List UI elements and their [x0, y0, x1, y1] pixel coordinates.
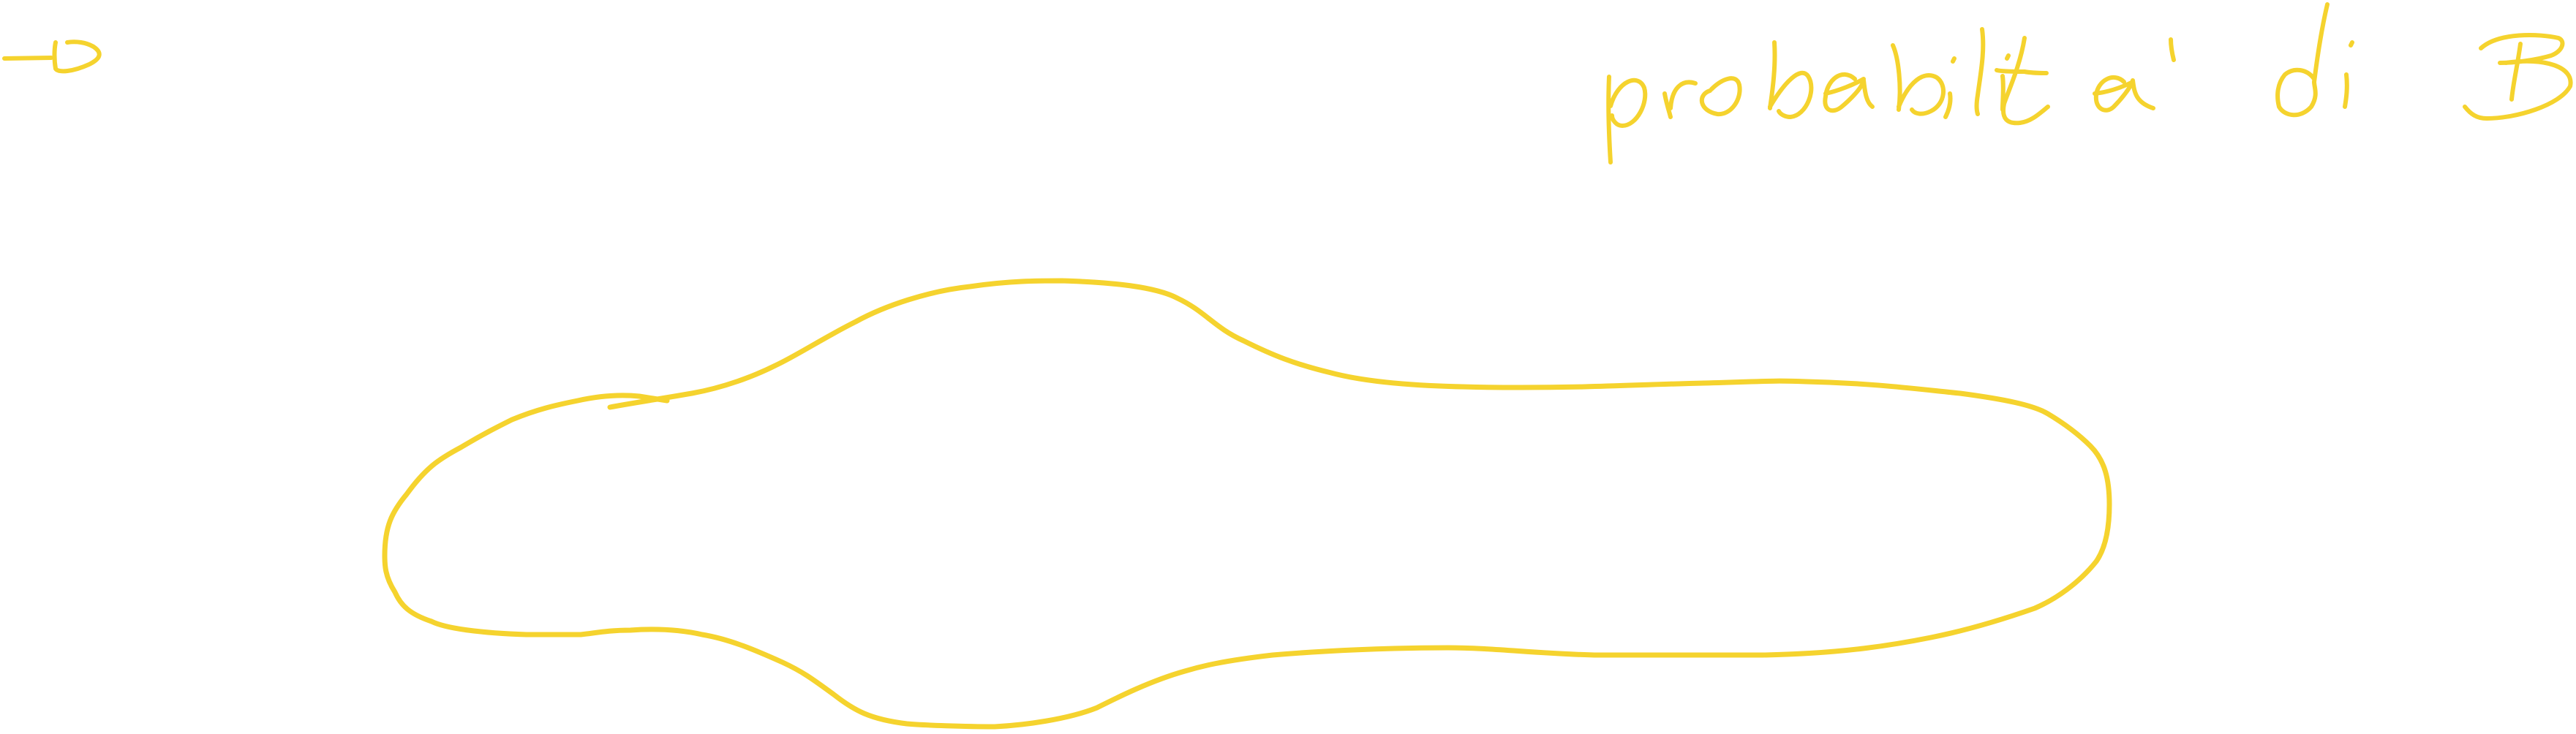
stroke-l — [1977, 29, 1984, 114]
stroke-i1 — [1946, 58, 1954, 117]
stroke-b1 — [1770, 42, 1811, 117]
handwritten-label — [1608, 4, 2570, 162]
stroke-b2 — [1893, 45, 1943, 114]
stroke-d — [2278, 4, 2327, 115]
arrow-head — [55, 42, 99, 71]
stroke-a1 — [1825, 75, 1872, 110]
accent-mark — [2171, 39, 2174, 60]
stroke-r — [1665, 82, 1695, 117]
stroke-p — [1608, 77, 1645, 162]
stroke-o1 — [1702, 78, 1740, 114]
stroke-i3 — [2345, 42, 2352, 107]
stroke-a2 — [2095, 77, 2153, 110]
arrow-icon — [4, 42, 99, 71]
stroke-B — [2465, 35, 2571, 118]
loop-curve — [385, 281, 2109, 727]
